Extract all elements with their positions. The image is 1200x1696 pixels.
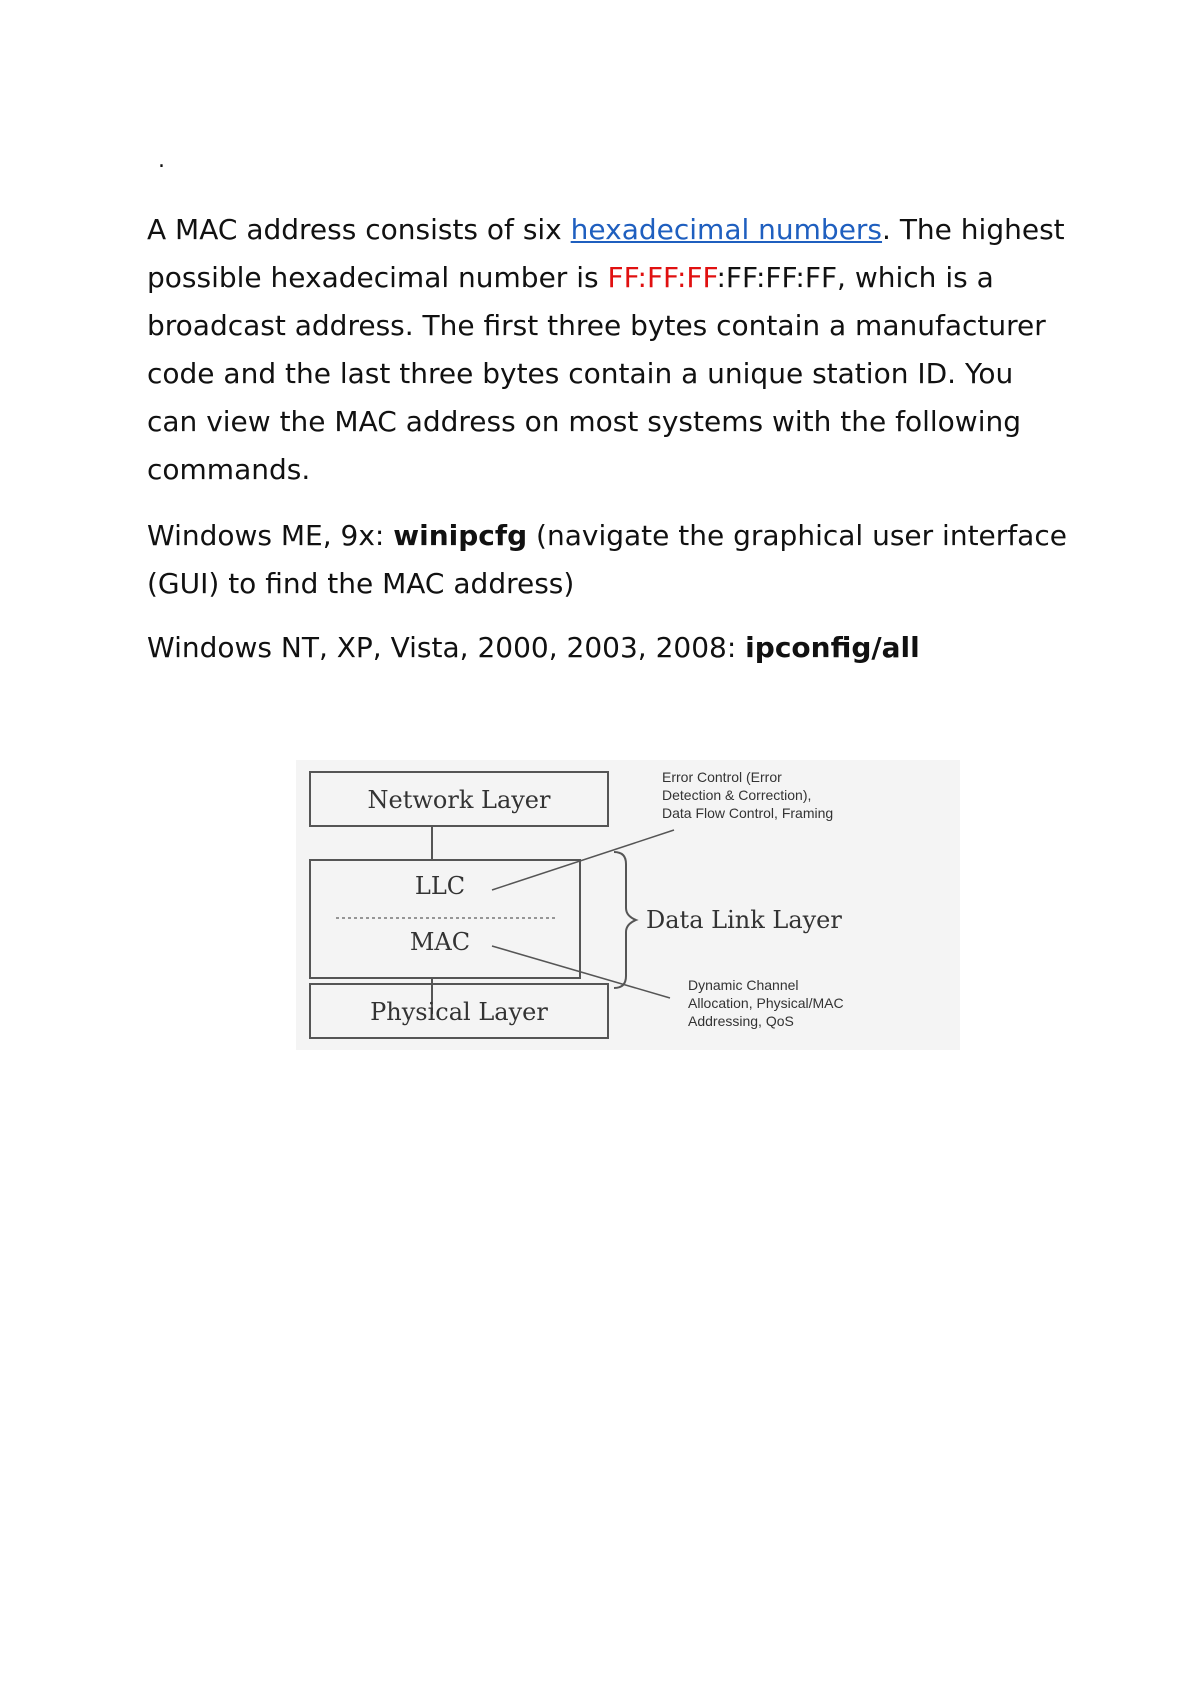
os-label: Windows ME, 9x: <box>147 519 394 552</box>
highlighted-bytes: FF:FF:FF <box>607 261 717 294</box>
network-layer-label: Network Layer <box>367 786 551 814</box>
mac-note-line: Dynamic Channel <box>688 977 799 993</box>
mac-address-paragraph <box>147 206 1067 494</box>
mac-note-line: Addressing, QoS <box>688 1013 794 1029</box>
llc-note-line: Data Flow Control, Framing <box>662 805 834 821</box>
mac-note <box>688 977 848 1029</box>
command-ipconfig: ipconfig/all <box>745 631 920 664</box>
brace-shape <box>614 852 636 988</box>
mac-label: MAC <box>409 928 471 956</box>
llc-note-line: Error Control (Error <box>662 769 782 785</box>
windows-me-paragraph <box>147 512 1067 608</box>
mac-note-line: Allocation, Physical/MAC <box>688 995 844 1011</box>
paragraph-text: A MAC address consists of six <box>147 213 571 246</box>
paragraph-text: (navigate the graphical user interface (GUI) to find the MAC address) <box>147 519 1067 600</box>
data-link-layer-diagram <box>296 760 960 1050</box>
command-winipcfg: winipcfg <box>393 519 528 552</box>
llc-note <box>662 769 833 821</box>
llc-note-line: Detection & Correction), <box>662 787 812 803</box>
physical-layer-label: Physical Layer <box>370 998 548 1026</box>
diagram-svg <box>296 760 960 1050</box>
hexadecimal-numbers-link[interactable]: hexadecimal numbers <box>570 213 883 246</box>
data-link-layer-label: Data Link Layer <box>646 906 842 934</box>
windows-nt-paragraph <box>147 624 1067 672</box>
os-label: Windows NT, XP, Vista, 2000, 2003, 2008: <box>147 631 746 664</box>
paragraph-text: :FF:FF:FF, which is a broadcast address. The first three bytes contain a manufacturer code and the last three bytes contain a unique station ID. You can view the MAC address on most systems with the following commands. <box>147 261 1046 486</box>
paragraph-text: . The highest possible hexadecimal number is <box>147 213 1065 294</box>
llc-label: LLC <box>414 872 466 900</box>
bullet-marker: . <box>158 148 165 173</box>
